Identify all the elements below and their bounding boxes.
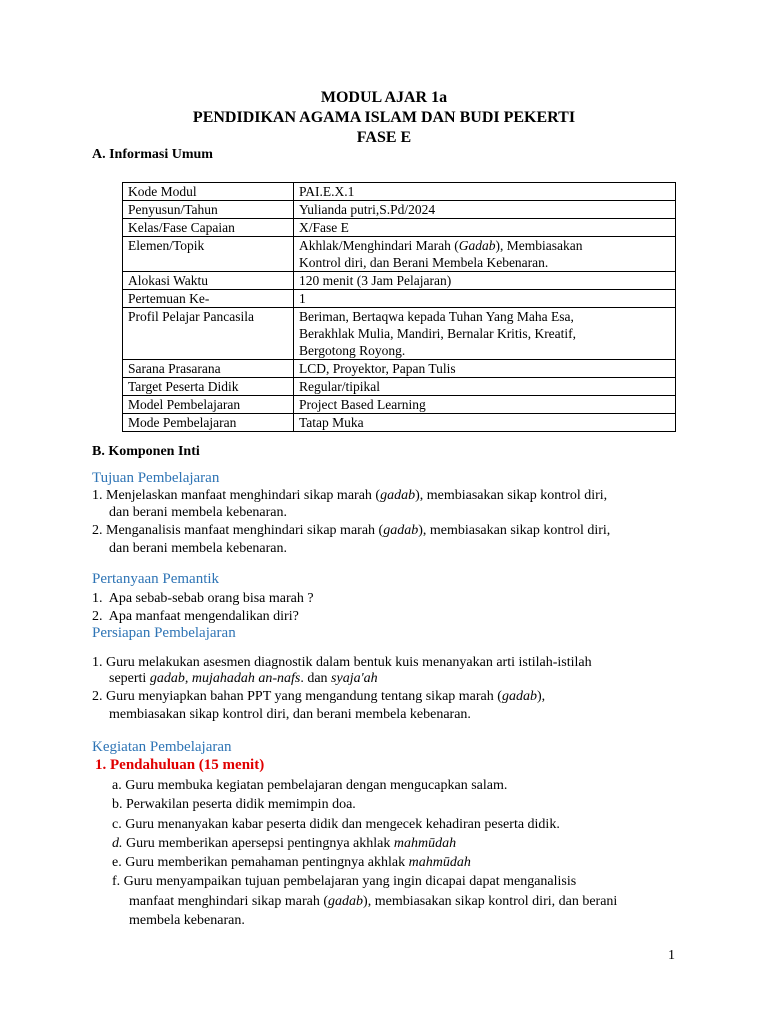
list-item-continuation: seperti gadab, mujahadah an-nafs. dan syaja'ah xyxy=(109,671,378,686)
table-row: Alokasi Waktu 120 menit (3 Jam Pelajaran) xyxy=(123,272,676,290)
tujuan-heading: Tujuan Pembelajaran xyxy=(92,470,220,486)
list-item-continuation: membiasakan sikap kontrol diri, dan berani membela kebenaran. xyxy=(109,707,471,722)
list-item-continuation: membela kebenaran. xyxy=(129,913,245,928)
list-item: 1. Guru melakukan asesmen diagnostik dalam bentuk kuis menanyakan arti istilah-istilah xyxy=(92,655,592,670)
list-item: c. Guru menanyakan kabar peserta didik dan mengecek kehadiran peserta didik. xyxy=(112,817,560,832)
table-row: Elemen/Topik Akhlak/Menghindari Marah (Gadab), Membiasakan Kontrol diri, dan Berani Membela Kebenaran. xyxy=(123,237,676,272)
list-item: 1. Menjelaskan manfaat menghindari sikap marah (gadab), membiasakan sikap kontrol diri, xyxy=(92,488,608,503)
table-row: Kode Modul PAI.E.X.1 xyxy=(123,183,676,201)
table-row: Penyusun/Tahun Yulianda putri,S.Pd/2024 xyxy=(123,201,676,219)
document-phase: FASE E xyxy=(356,129,412,146)
list-item: 2. Guru menyiapkan bahan PPT yang mengandung tentang sikap marah (gadab), xyxy=(92,689,546,704)
pemantik-heading: Pertanyaan Pemantik xyxy=(92,571,220,587)
list-item: 2. Apa manfaat mengendalikan diri? xyxy=(92,609,299,624)
table-row: Kelas/Fase Capaian X/Fase E xyxy=(123,219,676,237)
page-number: 1 xyxy=(668,948,675,963)
list-item: e. Guru memberikan pemahaman pentingnya akhlak mahmūdah xyxy=(112,855,471,870)
persiapan-heading: Persiapan Pembelajaran xyxy=(92,625,236,641)
list-item: a. Guru membuka kegiatan pembelajaran dengan mengucapkan salam. xyxy=(112,778,508,793)
section-a-heading: A. Informasi Umum xyxy=(92,147,213,162)
list-item: 1. Apa sebab-sebab orang bisa marah ? xyxy=(92,591,314,606)
list-item: b. Perwakilan peserta didik memimpin doa. xyxy=(112,797,356,812)
info-table xyxy=(122,182,676,432)
list-item-continuation: dan berani membela kebenaran. xyxy=(109,505,288,520)
kegiatan-heading: Kegiatan Pembelajaran xyxy=(92,739,232,755)
table-row: Sarana Prasarana LCD, Proyektor, Papan Tulis xyxy=(123,360,676,378)
list-item-continuation: manfaat menghindari sikap marah (gadab), membiasakan sikap kontrol diri, dan berani xyxy=(129,894,618,909)
pendahuluan-heading: 1. Pendahuluan (15 menit) xyxy=(95,757,265,773)
section-b-heading: B. Komponen Inti xyxy=(92,444,200,459)
table-row: Model Pembelajaran Project Based Learning xyxy=(123,396,676,414)
table-row: Profil Pelajar Pancasila Beriman, Bertaqwa kepada Tuhan Yang Maha Esa, Berakhlak Mulia, Mandiri, Bernalar Kritis, Kreatif, Bergotong Royong. xyxy=(123,308,676,360)
list-item: d. Guru memberikan apersepsi pentingnya akhlak mahmūdah xyxy=(112,836,457,851)
table-row: Mode Pembelajaran Tatap Muka xyxy=(123,414,676,432)
list-item: 2. Menganalisis manfaat menghindari sikap marah (gadab), membiasakan sikap kontrol diri, xyxy=(92,523,611,538)
list-item-continuation: dan berani membela kebenaran. xyxy=(109,541,288,556)
table-row: Target Peserta Didik Regular/tipikal xyxy=(123,378,676,396)
document-title: MODUL AJAR 1a xyxy=(320,89,448,106)
document-subject: PENDIDIKAN AGAMA ISLAM DAN BUDI PEKERTI xyxy=(192,109,576,126)
list-item: f. Guru menyampaikan tujuan pembelajaran yang ingin dicapai dapat menganalisis xyxy=(112,874,577,889)
table-row: Pertemuan Ke- 1 xyxy=(123,290,676,308)
